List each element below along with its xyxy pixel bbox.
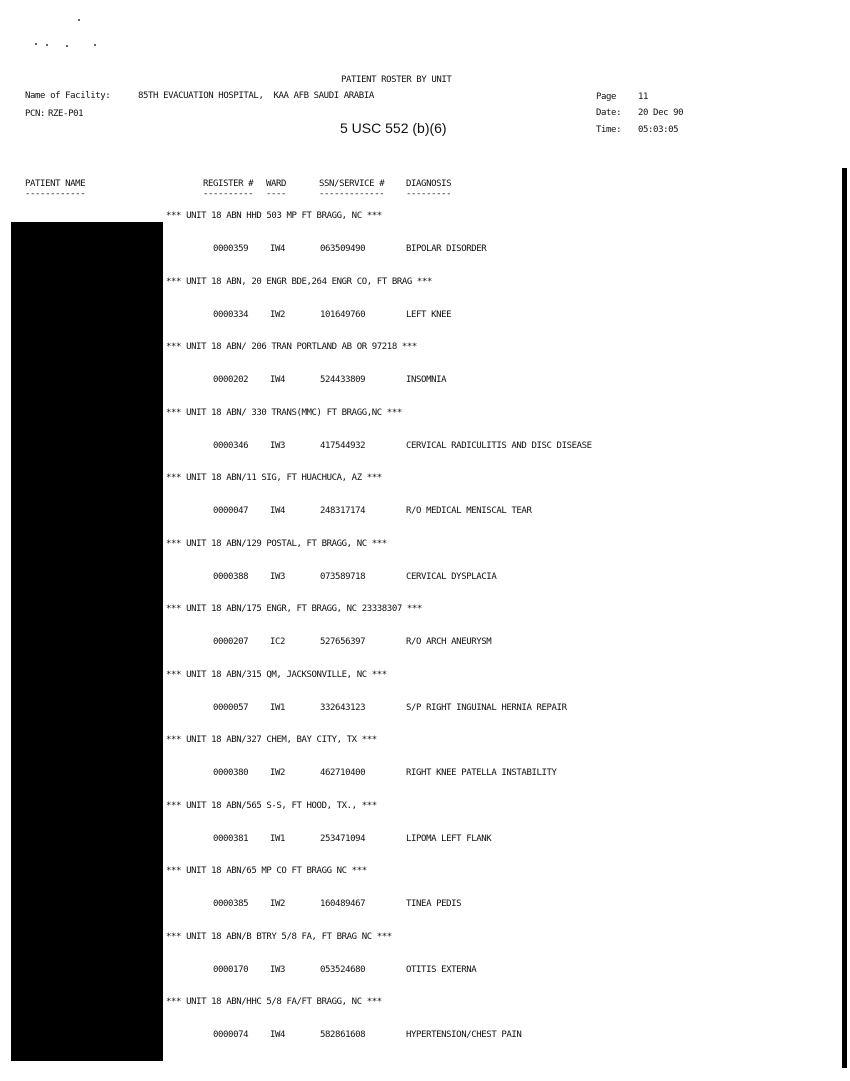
facility-value: 85TH EVACUATION HOSPITAL, KAA AFB SAUDI ARABIA: [138, 91, 374, 101]
column-rule-ward: ----: [266, 189, 287, 199]
register-number: 0000346: [213, 441, 249, 451]
diagnosis: R/O ARCH ANEURYSM: [406, 637, 492, 647]
report-title: PATIENT ROSTER BY UNIT: [341, 75, 452, 85]
unit-header: *** UNIT 18 ABN/175 ENGR, FT BRAGG, NC 23338307 ***: [166, 604, 422, 614]
ssn-service-number: 253471094: [320, 834, 366, 844]
unit-header: *** UNIT 18 ABN, 20 ENGR BDE,264 ENGR CO, FT BRAG ***: [166, 277, 432, 287]
register-number: 0000385: [213, 899, 249, 909]
report-time: 05:03:05: [638, 125, 679, 135]
diagnosis: HYPERTENSION/CHEST PAIN: [406, 1030, 522, 1040]
ward: IW2: [270, 310, 286, 320]
pcn-label: PCN:: [25, 109, 46, 119]
ssn-service-number: 063509490: [320, 244, 366, 254]
ssn-service-number: 417544932: [320, 441, 366, 451]
column-header-diagnosis: DIAGNOSIS: [406, 179, 452, 189]
unit-header: *** UNIT 18 ABN/HHC 5/8 FA/FT BRAGG, NC ***: [166, 997, 382, 1007]
page-label: Page: [596, 92, 617, 102]
diagnosis: CERVICAL RADICULITIS AND DISC DISEASE: [406, 441, 592, 451]
diagnosis: S/P RIGHT INGUINAL HERNIA REPAIR: [406, 703, 567, 713]
column-rule-patient-name: ------------: [25, 189, 86, 199]
pcn-value: RZE-P01: [48, 109, 84, 119]
ssn-service-number: 524433809: [320, 375, 366, 385]
column-rule-register: ----------: [203, 189, 254, 199]
ward: IW4: [270, 506, 286, 516]
register-number: 0000380: [213, 768, 249, 778]
column-header-ssn-service: SSN/SERVICE #: [319, 179, 385, 189]
column-rule-ssn-service: -------------: [319, 189, 385, 199]
unit-header: *** UNIT 18 ABN/B BTRY 5/8 FA, FT BRAG NC ***: [166, 932, 392, 942]
ssn-service-number: 248317174: [320, 506, 366, 516]
register-number: 0000202: [213, 375, 249, 385]
ssn-service-number: 462710400: [320, 768, 366, 778]
diagnosis: BIPOLAR DISORDER: [406, 244, 487, 254]
report-date: 20 Dec 90: [638, 108, 684, 118]
date-label: Date:: [596, 108, 622, 118]
ward: IW2: [270, 899, 286, 909]
unit-header: *** UNIT 18 ABN/327 CHEM, BAY CITY, TX ***: [166, 735, 377, 745]
ward: IW2: [270, 768, 286, 778]
diagnosis: LEFT KNEE: [406, 310, 452, 320]
time-label: Time:: [596, 125, 622, 135]
register-number: 0000207: [213, 637, 249, 647]
register-number: 0000388: [213, 572, 249, 582]
column-rule-diagnosis: ---------: [406, 189, 452, 199]
ssn-service-number: 527656397: [320, 637, 366, 647]
unit-header: *** UNIT 18 ABN/315 QM, JACKSONVILLE, NC ***: [166, 670, 387, 680]
column-header-patient-name: PATIENT NAME: [25, 179, 86, 189]
unit-header: *** UNIT 18 ABN/ 330 TRANS(MMC) FT BRAGG,NC ***: [166, 408, 402, 418]
ssn-service-number: 582861608: [320, 1030, 366, 1040]
diagnosis: LIPOMA LEFT FLANK: [406, 834, 492, 844]
redaction-note: 5 USC 552 (b)(6): [340, 120, 447, 136]
unit-header: *** UNIT 18 ABN/11 SIG, FT HUACHUCA, AZ ***: [166, 473, 382, 483]
register-number: 0000334: [213, 310, 249, 320]
ward: IW1: [270, 703, 286, 713]
ward: IW4: [270, 375, 286, 385]
diagnosis: TINEA PEDIS: [406, 899, 462, 909]
unit-header: *** UNIT 18 ABN/129 POSTAL, FT BRAGG, NC ***: [166, 539, 387, 549]
diagnosis: RIGHT KNEE PATELLA INSTABILITY: [406, 768, 557, 778]
unit-header: *** UNIT 18 ABN/565 S-S, FT HOOD, TX., ***: [166, 801, 377, 811]
ward: IW3: [270, 441, 286, 451]
diagnosis: CERVICAL DYSPLACIA: [406, 572, 497, 582]
ssn-service-number: 101649760: [320, 310, 366, 320]
unit-header: *** UNIT 18 ABN/65 MP CO FT BRAGG NC ***: [166, 866, 367, 876]
diagnosis: R/O MEDICAL MENISCAL TEAR: [406, 506, 532, 516]
register-number: 0000074: [213, 1030, 249, 1040]
ward: IW1: [270, 834, 286, 844]
ssn-service-number: 073589718: [320, 572, 366, 582]
diagnosis: INSOMNIA: [406, 375, 447, 385]
ward: IW3: [270, 572, 286, 582]
register-number: 0000381: [213, 834, 249, 844]
diagnosis: OTITIS EXTERNA: [406, 965, 477, 975]
register-number: 0000057: [213, 703, 249, 713]
register-number: 0000047: [213, 506, 249, 516]
ward: IW3: [270, 965, 286, 975]
facility-label: Name of Facility:: [25, 91, 111, 101]
ward: IW4: [270, 244, 286, 254]
column-header-ward: WARD: [266, 179, 287, 189]
unit-header: *** UNIT 18 ABN HHD 503 MP FT BRAGG, NC ***: [166, 211, 382, 221]
ssn-service-number: 332643123: [320, 703, 366, 713]
register-number: 0000359: [213, 244, 249, 254]
ward: IC2: [270, 637, 286, 647]
ward: IW4: [270, 1030, 286, 1040]
column-header-register: REGISTER #: [203, 179, 254, 189]
register-number: 0000170: [213, 965, 249, 975]
ssn-service-number: 053524680: [320, 965, 366, 975]
page-number: 11: [638, 92, 649, 102]
ssn-service-number: 160489467: [320, 899, 366, 909]
unit-header: *** UNIT 18 ABN/ 206 TRAN PORTLAND AB OR 97218 ***: [166, 342, 417, 352]
